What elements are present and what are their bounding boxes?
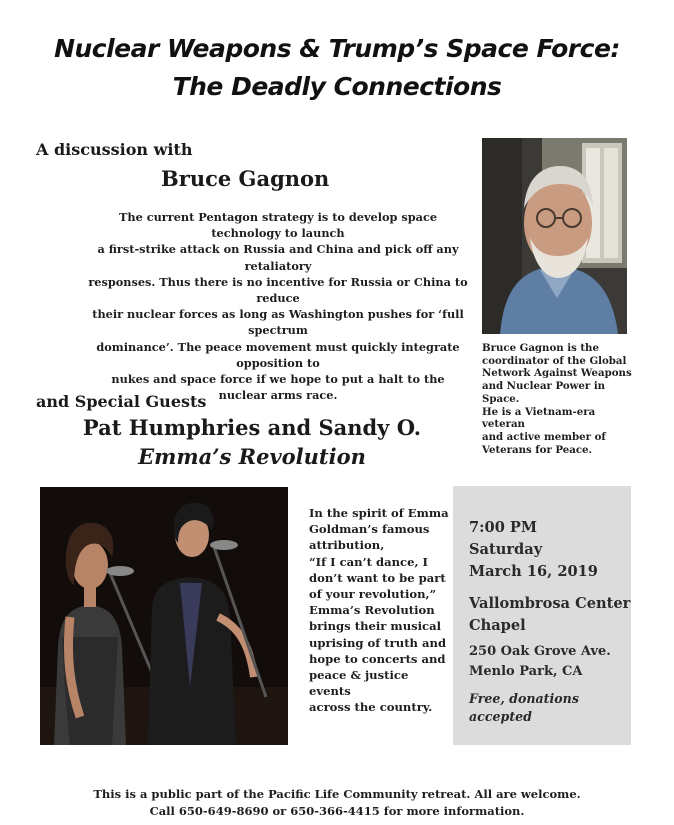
event-time: 7:00 PM [469, 519, 538, 536]
speaker-name: Bruce Gagnon [161, 166, 330, 191]
spirit-line: Goldman’s famous [309, 522, 430, 537]
spirit-line: uprising of truth and [309, 635, 447, 650]
flyer-title-line2: The Deadly Connections [172, 72, 502, 101]
intro-line: their nuclear forces as long as Washington pushes for ‘full spectrum [92, 307, 464, 338]
spirit-line: of your revolution,” [309, 587, 437, 602]
footer-line1: This is a public part of the Pacific Life Community retreat. All are welcome. [93, 787, 581, 801]
event-cost-line1: Free, donations [469, 691, 579, 706]
caption-line: and active member of [482, 430, 606, 443]
caption-line: Bruce Gagnon is the [482, 342, 599, 354]
spirit-line: hope to concerts and [309, 651, 446, 666]
spirit-line: brings their musical [309, 619, 442, 634]
bruce-gagnon-photo [482, 138, 627, 334]
discussion-with-label: A discussion with [36, 140, 193, 159]
caption-line: Veterans for Peace. [482, 443, 593, 456]
spirit-line: attribution, [309, 538, 385, 553]
spirit-line: don’t want to be part [309, 570, 446, 585]
caption-line: He is a Vietnam-era veteran [482, 405, 596, 431]
caption-line: Network Against Weapons [482, 367, 632, 380]
event-venue-line1: Vallombrosa Center [469, 595, 631, 612]
footer-line2: Call 650-649-8690 or 650-366-4415 for more information. [149, 804, 525, 818]
intro-line: a first-strike attack on Russia and China and pick off any retaliatory [97, 242, 459, 273]
spirit-line: “If I can’t dance, I [309, 554, 428, 569]
flyer-title-line1: Nuclear Weapons & Trump’s Space Force: [54, 34, 620, 63]
event-cost-line2: accepted [469, 709, 532, 724]
event-details-box [453, 486, 631, 745]
intro-line: nukes and space force if we hope to put a halt to the nuclear arms race. [111, 372, 445, 403]
emmas-revolution-description [309, 505, 451, 716]
emmas-revolution-photo [40, 487, 288, 745]
event-address-line1: 250 Oak Grove Ave. [469, 644, 611, 659]
event-address-line2: Menlo Park, CA [469, 664, 583, 679]
spirit-line: In the spirit of Emma [309, 506, 449, 520]
caption-line: coordinator of the Global [482, 354, 627, 367]
spirit-line: peace & justice events [309, 668, 409, 699]
spirit-line: across the country. [309, 700, 433, 715]
spirit-line: Emma’s Revolution [309, 603, 435, 618]
intro-paragraph [86, 209, 470, 403]
event-date: March 16, 2019 [469, 563, 598, 580]
footer [0, 786, 674, 820]
intro-line: The current Pentagon strategy is to develop space technology to launch [118, 210, 438, 241]
event-venue-line2: Chapel [469, 617, 526, 634]
guest-names: Pat Humphries and Sandy O. [82, 415, 422, 440]
intro-line: dominance’. The peace movement must quickly integrate opposition to [96, 339, 460, 370]
bruce-bio-caption [482, 342, 632, 456]
intro-line: responses. Thus there is no incentive for Russia or China to reduce [88, 274, 468, 306]
special-guests-label: and Special Guests [36, 392, 207, 411]
event-day: Saturday [469, 541, 543, 558]
caption-line: and Nuclear Power in Space. [482, 380, 606, 405]
band-name: Emma’s Revolution [138, 444, 366, 469]
